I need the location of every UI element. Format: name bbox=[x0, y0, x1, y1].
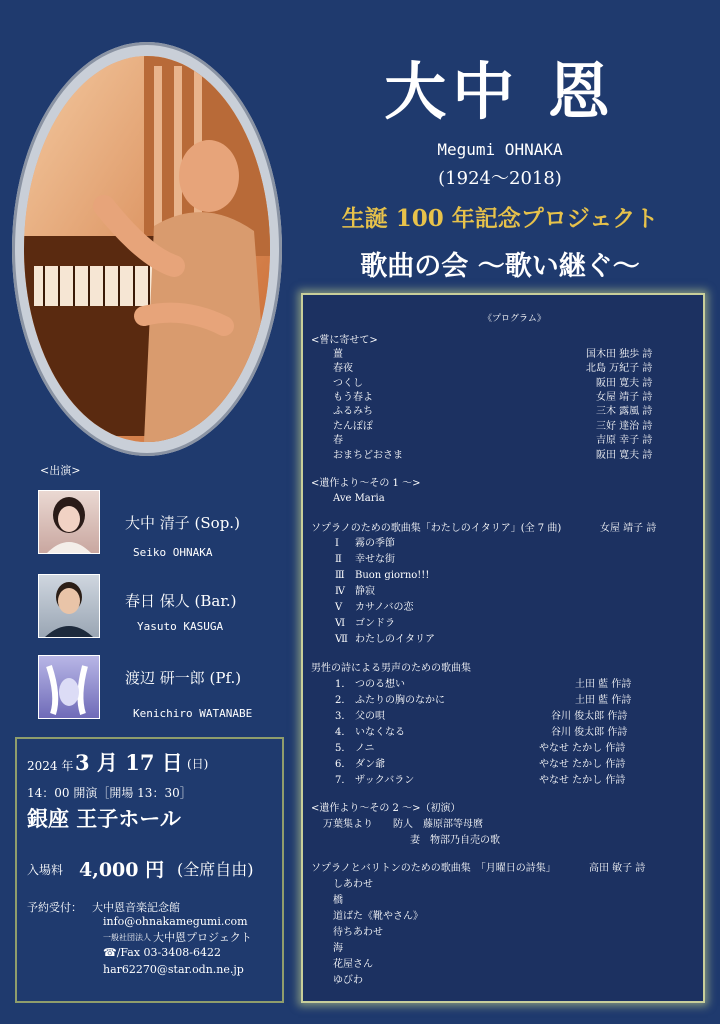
song-num: 4． bbox=[335, 727, 352, 738]
song-title: ノニ bbox=[355, 743, 375, 754]
event-time: 14：00 開演［開場 13：30］ bbox=[27, 786, 192, 800]
venue: 銀座 王子ホール bbox=[27, 806, 181, 831]
project-title: 生誕 100 年記念プロジェクト bbox=[341, 205, 659, 232]
song-num: 5． bbox=[335, 743, 352, 754]
performer-photo-sop bbox=[38, 490, 100, 554]
song-num: Ⅳ bbox=[335, 586, 345, 597]
song-title: もう春よ bbox=[333, 392, 373, 403]
song-title: 花屋さん bbox=[333, 959, 373, 970]
contact-label: 予約受付： bbox=[27, 901, 82, 914]
song-num: 6． bbox=[335, 759, 352, 770]
song-title: ゴンドラ bbox=[355, 618, 395, 629]
song-author: やなせ たかし 作詩 bbox=[539, 743, 626, 754]
contact-tel: ☎/Fax 03-3408-6422 bbox=[103, 946, 221, 959]
portrait-photo bbox=[24, 56, 270, 442]
song-author: 谷川 俊太郎 作詩 bbox=[551, 711, 628, 722]
song-title: 静寂 bbox=[355, 586, 375, 597]
song-num: Ⅲ bbox=[335, 570, 345, 581]
song-title: わたしのイタリア bbox=[355, 634, 435, 645]
performer-name-bar: 春日 保人 (Bar.) bbox=[125, 592, 237, 610]
song-author: 土田 藍 作詩 bbox=[575, 695, 632, 706]
song-title: たんぽぽ bbox=[333, 421, 373, 432]
song-title: 幸せな街 bbox=[355, 554, 395, 565]
song-num: Ⅰ bbox=[335, 538, 339, 549]
song-author: 三好 達治 詩 bbox=[596, 421, 653, 432]
song-title: カサノバの恋 bbox=[355, 602, 414, 613]
date-main: 3 月 17 日 bbox=[75, 750, 183, 775]
song-title: 霧の季節 bbox=[355, 538, 395, 549]
song-author: 土田 藍 作詩 bbox=[575, 679, 632, 690]
event-info-box bbox=[15, 737, 284, 1003]
section3-title: ソプラノのための歌曲集「わたしのイタリア」(全 7 曲) bbox=[311, 523, 562, 534]
song-author: やなせ たかし 作詩 bbox=[539, 759, 626, 770]
performer-name-pf: 渡辺 研一郎 (Pf.) bbox=[125, 669, 242, 687]
performer-name-en-bar: Yasuto KASUGA bbox=[137, 620, 224, 633]
song-title: 橋 bbox=[333, 895, 343, 906]
song-author: 三木 露風 詩 bbox=[596, 406, 653, 417]
fee-label: 入場料 bbox=[27, 863, 64, 877]
song-author: やなせ たかし 作詩 bbox=[539, 775, 626, 786]
song-title: Buon giorno!!! bbox=[355, 570, 430, 581]
song-title: 道ばた《靴やさん》 bbox=[333, 911, 423, 922]
song-num: 2． bbox=[335, 695, 352, 706]
contact-email: info@ohnakamegumi.com bbox=[103, 915, 248, 928]
song-title: 海 bbox=[333, 943, 343, 954]
section2-title: <遺作より～その 1 ～> bbox=[311, 478, 421, 489]
song-title: しあわせ bbox=[333, 879, 373, 890]
section1-title: <嘗に寄せて> bbox=[311, 335, 378, 346]
song-num: Ⅶ bbox=[335, 634, 348, 645]
performer-name-en-sop: Seiko OHNAKA bbox=[133, 546, 213, 559]
section5-title: <遺作より～その 2 ～>（初演） bbox=[311, 803, 461, 814]
song-title: 薑 bbox=[333, 349, 343, 360]
song-title: いなくなる bbox=[355, 727, 405, 738]
song-title: 父の唄 bbox=[355, 711, 385, 722]
song-author: 女屋 靖子 詩 bbox=[596, 392, 653, 403]
song-author: 国木田 独歩 詩 bbox=[586, 349, 653, 360]
song-author: 谷川 俊太郎 作詩 bbox=[551, 727, 628, 738]
concert-title: 歌曲の会 ～歌い継ぐ～ bbox=[360, 251, 640, 282]
song-num: Ⅴ bbox=[335, 602, 343, 613]
section6-author: 高田 敏子 詩 bbox=[589, 863, 646, 874]
song-num: 1． bbox=[335, 679, 352, 690]
song-title: ザックバラン bbox=[355, 775, 415, 786]
song-num: 7． bbox=[335, 775, 352, 786]
fee-value: 4,000 円 bbox=[79, 859, 165, 881]
song-title: つのる想い bbox=[355, 679, 405, 690]
song-author: 吉原 幸子 詩 bbox=[596, 435, 653, 446]
song-num: 3． bbox=[335, 711, 352, 722]
contact-org: 大中恩音楽記念館 bbox=[92, 901, 180, 914]
song-author: 阪田 寛夫 詩 bbox=[596, 450, 653, 461]
date-year: 2024 年 bbox=[27, 759, 74, 773]
contact-email2: har62270@star.odn.ne.jp bbox=[103, 963, 244, 976]
song-title: 春夜 bbox=[333, 363, 353, 374]
performer-name-en-pf: Kenichiro WATANABE bbox=[133, 707, 253, 720]
performer-photo-pf bbox=[38, 655, 100, 719]
date-dow: (日) bbox=[187, 757, 209, 771]
song-title: 待ちあわせ bbox=[333, 927, 383, 938]
cast-label: <出演> bbox=[40, 464, 81, 477]
contact-org2-small: 一般社団法人 bbox=[103, 933, 151, 942]
fee-note: (全席自由) bbox=[177, 860, 254, 879]
composer-years: (1924～2018) bbox=[438, 168, 562, 189]
song-title: ふるみち bbox=[333, 406, 373, 417]
song-num: Ⅱ bbox=[335, 554, 342, 565]
song-title: ダン爺 bbox=[355, 759, 386, 770]
song-title: ゆびわ bbox=[333, 975, 363, 986]
song-title: ふたりの胸のなかに bbox=[355, 695, 445, 706]
composer-name: 大中 恩 bbox=[384, 55, 616, 128]
section4-title: 男性の詩による男声のための歌曲集 bbox=[311, 663, 471, 674]
section6-title: ソプラノとバリトンのための歌曲集 「月曜日の詩集」 bbox=[311, 863, 556, 874]
song-author: 北島 万紀子 詩 bbox=[586, 363, 653, 374]
composer-name-en: Megumi OHNAKA bbox=[437, 140, 563, 159]
song-title: つくし bbox=[333, 378, 363, 389]
program-panel bbox=[301, 293, 705, 1003]
performer-photo-bar bbox=[38, 574, 100, 638]
performer-name-sop: 大中 清子 (Sop.) bbox=[125, 514, 240, 532]
section3-author: 女屋 靖子 詩 bbox=[600, 523, 657, 534]
song-author: 阪田 寛夫 詩 bbox=[596, 378, 653, 389]
section5-line1: 万葉集より 防人 藤原部等母麿 bbox=[323, 819, 483, 830]
section5-line2: 妻 物部乃自売の歌 bbox=[410, 835, 500, 846]
contact-org2: 大中恩プロジェクト bbox=[153, 931, 252, 944]
song-num: Ⅵ bbox=[335, 618, 346, 629]
song-title: 春 bbox=[333, 435, 343, 446]
program-heading: 《プログラム》 bbox=[483, 314, 546, 324]
song-title: Ave Maria bbox=[333, 493, 385, 504]
song-title: おまちどおさま bbox=[333, 450, 403, 461]
